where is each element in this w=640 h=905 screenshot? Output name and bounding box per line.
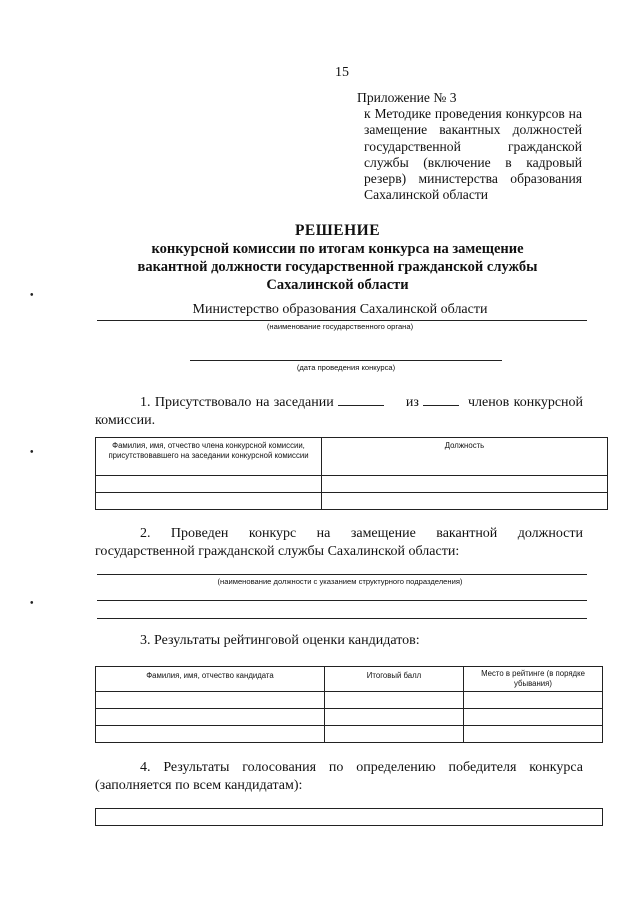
section-1-text-c: членов конкурсной комиссии.	[95, 395, 584, 428]
members-name-header: Фамилия, имя, отчество члена конкурсной комиссии, присутствовавшего на заседании конкурсной комиссии	[96, 438, 322, 476]
rating-cell[interactable]	[464, 726, 603, 743]
appendix-text: к Методике проведения конкурсов на замещение вакантных должностей государственной гражданской службы (включение в кадровый резерв) министерства образования Сахалинской области	[364, 106, 582, 203]
members-table	[95, 437, 608, 510]
organization-caption: (наименование государственного органа)	[266, 322, 414, 331]
position-caption: (наименование должности с указанием структурного подразделения)	[217, 577, 463, 586]
members-cell[interactable]	[322, 476, 608, 493]
rating-cell[interactable]	[96, 709, 325, 726]
rating-score-header: Итоговый балл	[325, 667, 464, 692]
date-line[interactable]	[190, 360, 502, 361]
members-position-header: Должность	[322, 438, 608, 476]
punch-mark: •	[30, 447, 34, 458]
members-cell[interactable]	[96, 493, 322, 510]
rating-cell[interactable]	[96, 726, 325, 743]
rating-cell[interactable]	[464, 709, 603, 726]
members-cell[interactable]	[96, 476, 322, 493]
voting-table	[95, 808, 603, 826]
appendix-title: Приложение № 3	[357, 90, 457, 105]
section-1-text-a: 1. Присутствовало на заседании	[140, 395, 334, 410]
rating-cell[interactable]	[325, 709, 464, 726]
position-line[interactable]	[97, 574, 587, 575]
decision-title: РЕШЕНИЕ	[294, 222, 381, 239]
section-4-text-content: 4. Результаты голосования по определению победителя конкурса (заполняется по всем кандидатам):	[95, 760, 583, 793]
date-caption: (дата проведения конкурса)	[296, 363, 396, 372]
rating-cell[interactable]	[464, 692, 603, 709]
rating-name-header: Фамилия, имя, отчество кандидата	[96, 667, 325, 692]
section-3-text-content: 3. Результаты рейтинговой оценки кандидатов:	[140, 633, 420, 648]
section-4-text	[95, 759, 583, 795]
present-count-blank[interactable]	[338, 393, 384, 406]
position-line-3[interactable]	[97, 618, 587, 619]
punch-mark: •	[30, 290, 34, 301]
section-3-text	[95, 632, 583, 650]
section-1-text	[95, 393, 583, 430]
position-line-2[interactable]	[97, 600, 587, 601]
decision-heading	[95, 222, 580, 294]
rating-cell[interactable]	[96, 692, 325, 709]
appendix-block	[357, 90, 582, 203]
section-2-text-content: 2. Проведен конкурс на замещение вакантной должности государственной гражданской службы Сахалинской области:	[95, 526, 583, 559]
members-cell[interactable]	[322, 493, 608, 510]
section-1-text-b: из	[405, 395, 419, 410]
page-number: 15	[335, 65, 349, 80]
punch-mark: •	[30, 598, 34, 609]
organization-line	[97, 320, 587, 321]
rating-cell[interactable]	[325, 726, 464, 743]
decision-subtitle-3: Сахалинской области	[266, 277, 409, 293]
rating-place-header: Место в рейтинге (в порядке убывания)	[464, 667, 603, 692]
total-count-blank[interactable]	[423, 393, 459, 406]
organization-name: Министерство образования Сахалинской области	[192, 302, 488, 317]
voting-cell[interactable]	[96, 809, 603, 826]
decision-subtitle-1: конкурсной комиссии по итогам конкурса на замещение	[151, 241, 524, 257]
rating-cell[interactable]	[325, 692, 464, 709]
decision-subtitle-2: вакантной должности государственной гражданской службы	[137, 259, 538, 275]
rating-table	[95, 666, 603, 743]
section-2-text	[95, 525, 583, 561]
